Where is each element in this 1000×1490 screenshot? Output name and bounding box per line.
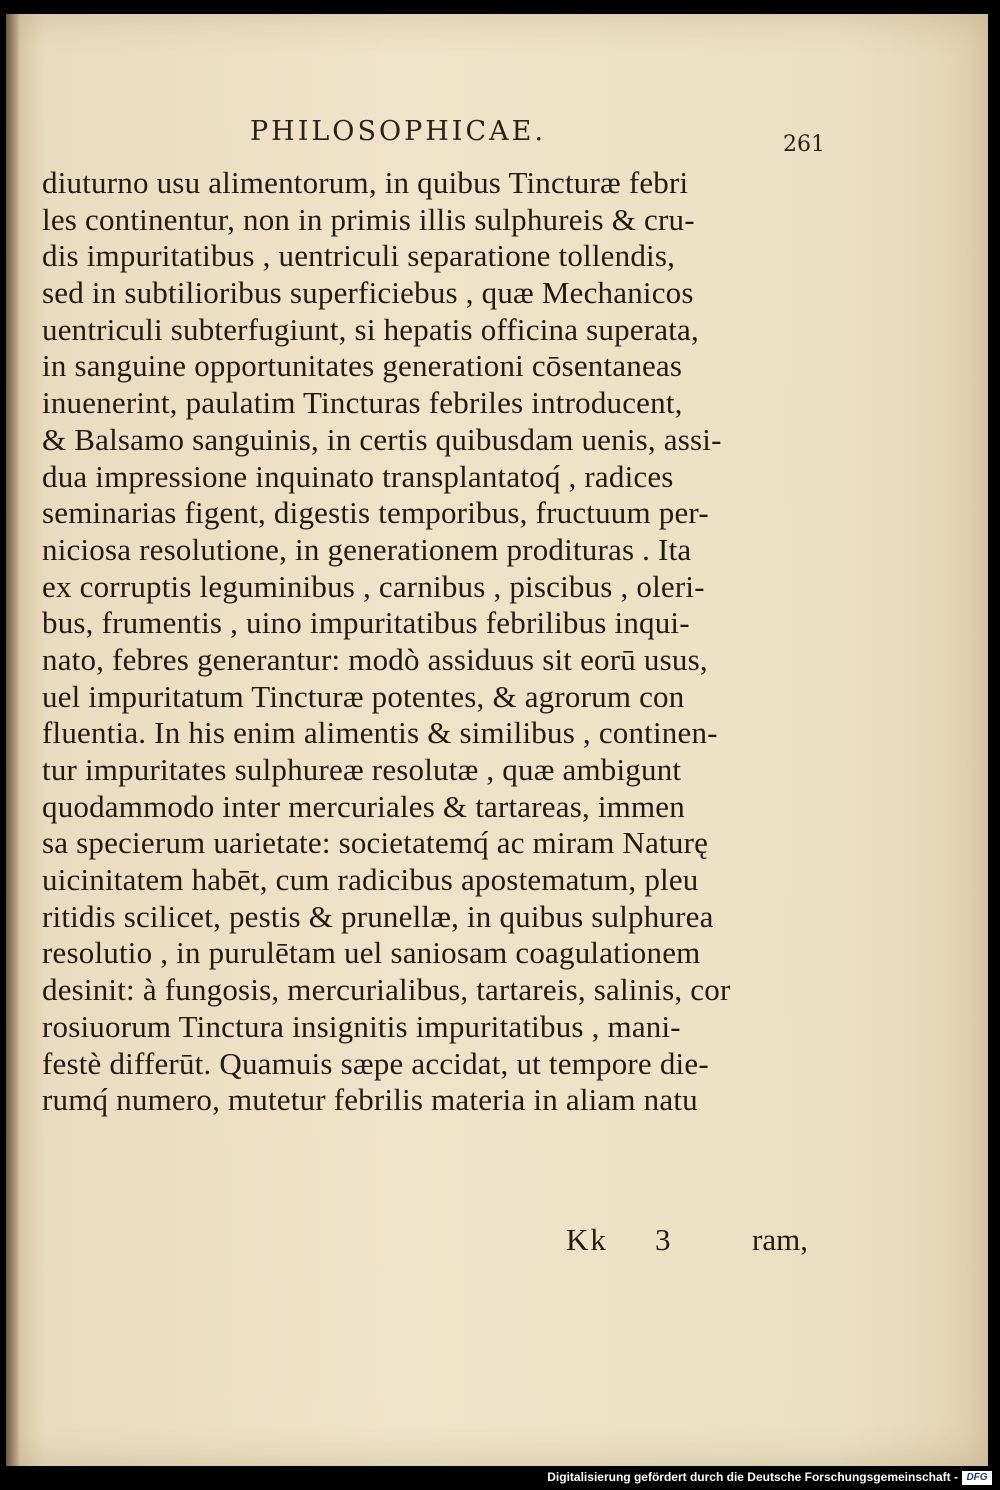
digitization-credit: Digitalisierung gefördert durch die Deutsche Forschungsgemeinschaft - — [547, 1470, 958, 1484]
text-line: uel impuritatum Tincturæ potentes, & agrorum con — [42, 678, 685, 714]
text-line: niciosa resolutione, in generationem prodituras . Ita — [42, 531, 692, 567]
text-line: seminarias figent, digestis temporibus, fructuum per- — [42, 495, 709, 531]
text-line: tur impuritates sulphureæ resolutæ , quæ ambigunt — [42, 752, 682, 787]
text-line: inuenerint, paulatim Tincturas febriles introducent, — [42, 385, 683, 421]
signature-mark: Kk — [566, 1222, 608, 1257]
text-line: festè differūt. Quamuis sæpe accidat, ut tempore die- — [42, 1045, 709, 1081]
text-line: les continentur, non in primis illis sulphureis & cru- — [42, 201, 695, 237]
text-line: ex corruptis leguminibus , carnibus , piscibus , oleri- — [42, 568, 705, 604]
text-line: resolutio , in purulētam uel saniosam coagulationem — [42, 935, 701, 971]
catchword: ram, — [752, 1222, 808, 1257]
body-text — [42, 165, 832, 1119]
text-line: sa specierum uarietate: societatemq́ ac miram Naturę — [42, 825, 709, 861]
text-line: quodammodo inter mercuriales & tartareas, immen — [42, 788, 685, 824]
text-line: & Balsamo sanguinis, in certis quibusdam uenis, assi- — [42, 421, 722, 457]
text-line: nato, febres generantur: modò assiduus sit eorū usus, — [42, 641, 708, 677]
running-head: PHILOSOPHICAE. — [250, 116, 546, 147]
page-gutter-edge — [6, 14, 20, 1466]
text-line: dis impuritatibus , uentriculi separatione tollendis, — [42, 238, 676, 274]
text-line: ritidis scilicet, pestis & prunellæ, in quibus sulphurea — [42, 898, 714, 934]
text-line: desinit: à fungosis, mercurialibus, tartareis, salinis, cor — [42, 972, 731, 1008]
text-line: bus, frumentis , uino impuritatibus febrilibus inqui- — [42, 605, 690, 641]
text-line: diuturno usu alimentorum, in quibus Tincturæ febri — [42, 165, 689, 200]
text-line: in sanguine opportunitates generationi cōsentaneas — [42, 348, 683, 384]
text-line: rosiuorum Tinctura insignitis impuritatibus , mani- — [42, 1008, 681, 1044]
text-line: rumq́ numero, mutetur febrilis materia in aliam natu — [42, 1082, 698, 1118]
signature-number: 3 — [655, 1222, 671, 1257]
dfg-logo: DFG — [962, 1471, 992, 1485]
text-line: uicinitatem habēt, cum radicibus apostematum, pleu — [42, 862, 699, 898]
text-line: fluentia. In his enim alimentis & similibus , continen- — [42, 715, 718, 751]
text-line: sed in subtilioribus superficiebus , quæ Mechanicos — [42, 275, 694, 311]
text-line: uentriculi subterfugiunt, si hepatis officina superata, — [42, 311, 699, 347]
text-line: dua impressione inquinato transplantatoq́ , radices — [42, 458, 674, 494]
page-number: 261 — [783, 132, 825, 157]
